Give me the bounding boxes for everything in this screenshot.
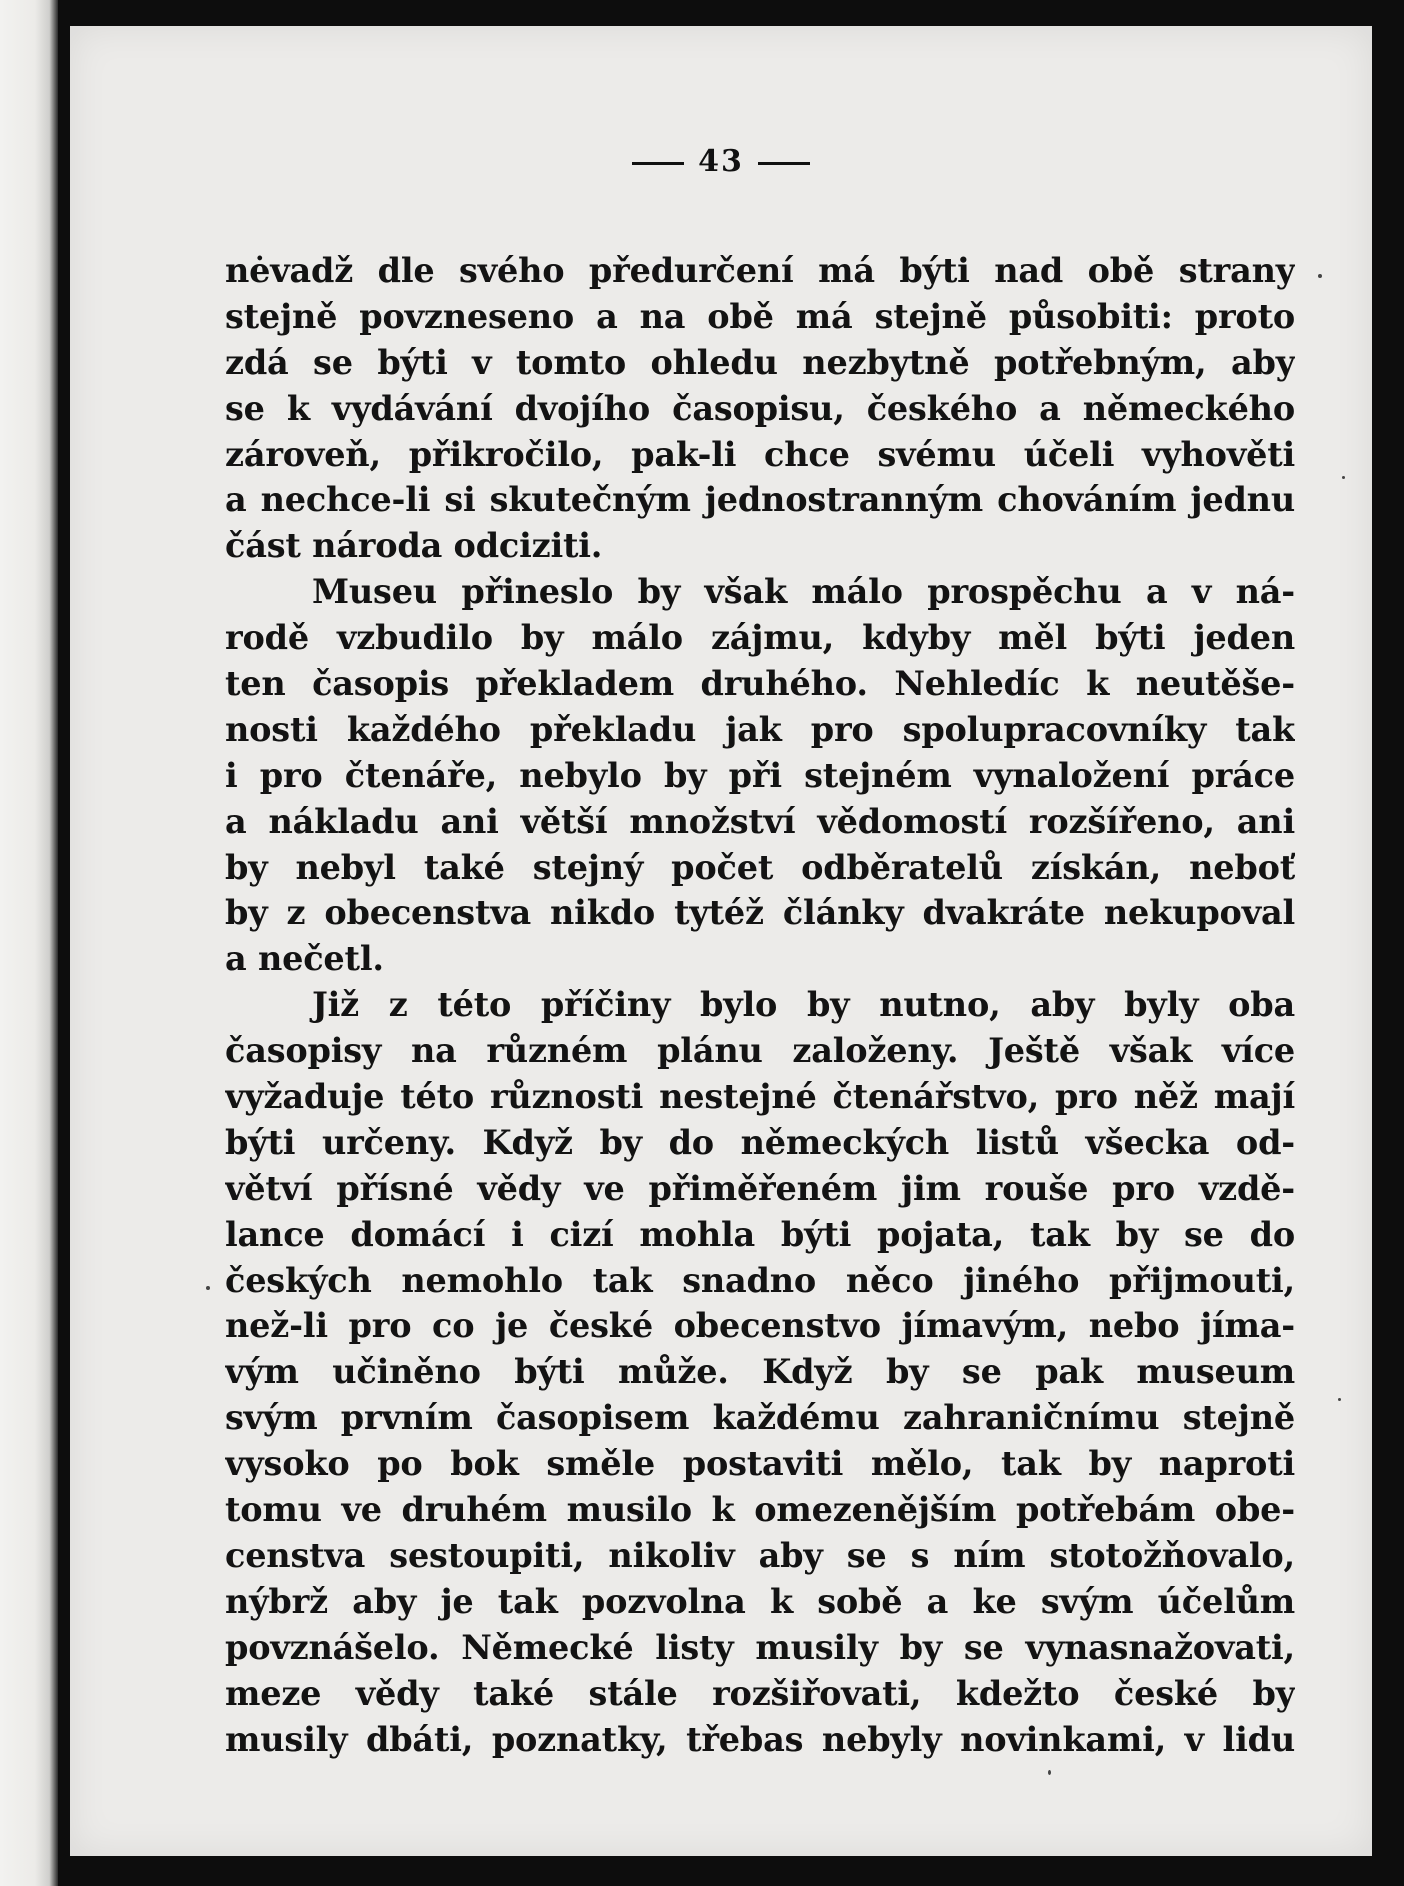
text-line: by z obecenstva nikdo tytéž články dvakráte nekupoval	[225, 893, 1295, 933]
text-line: a nákladu ani větší množství vědomostí rozšířeno, ani	[225, 801, 1295, 841]
text-line: vyžaduje této různosti nestejné čtenářstvo, pro něž mají	[225, 1077, 1295, 1117]
text-line: meze vědy také stále rozšiřovati, kdežto české by	[225, 1673, 1295, 1713]
text-line: zároveň, přikročilo, pak-li chce svému účeli vyhověti	[225, 434, 1295, 474]
text-line: se k vydávání dvojího časopisu, českého a německého	[225, 388, 1295, 428]
text-line: vým učiněno býti může. Když by se pak museum	[225, 1352, 1295, 1392]
text-line: časopisy na různém plánu založeny. Ještě však více	[225, 1031, 1295, 1071]
text-line: Museu přineslo by však málo prospěchu a v ná-	[312, 572, 1295, 612]
header-dash-left	[632, 162, 684, 165]
text-line: stejně povzneseno a na obě má stejně působiti: proto	[225, 296, 1295, 336]
text-line: nýbrž aby je tak pozvolna k sobě a ke svým účelům	[225, 1581, 1295, 1621]
text-line: svým prvním časopisem každému zahraničnímu stejně	[225, 1398, 1295, 1438]
text-line: lance domácí i cizí mohla býti pojata, tak by se do	[225, 1214, 1295, 1254]
text-line: vysoko po bok směle postaviti mělo, tak by naproti	[225, 1444, 1295, 1484]
book-page	[70, 26, 1372, 1856]
scan-speck	[1338, 1398, 1341, 1401]
scan-speck	[206, 1286, 210, 1290]
scan-speck	[1342, 476, 1345, 479]
body-text	[225, 248, 1295, 1762]
text-line: býti určeny. Když by do německých listů všecka od-	[225, 1122, 1295, 1162]
header-dash-right	[758, 162, 810, 165]
text-line: českých nemohlo tak snadno něco jiného přijmouti,	[225, 1260, 1295, 1300]
scan-speck	[1048, 1770, 1051, 1775]
text-line: censtva sestoupiti, nikoliv aby se s ním stotožňovalo,	[225, 1535, 1295, 1575]
scan-speck	[1318, 274, 1322, 278]
text-line: a nechce-li si skutečným jednostranným chováním jednu	[225, 480, 1295, 520]
text-line: Již z této příčiny bylo by nutno, aby byly oba	[312, 985, 1295, 1025]
text-line: i pro čtenáře, nebylo by při stejném vynaložení práce	[225, 755, 1295, 795]
text-line: zdá se býti v tomto ohledu nezbytně potřebným, aby	[225, 342, 1295, 382]
text-line: část národa odciziti.	[225, 526, 603, 566]
text-line: a nečetl.	[225, 939, 384, 979]
text-line: rodě vzbudilo by málo zájmu, kdyby měl býti jeden	[225, 618, 1295, 658]
text-line: musily dbáti, poznatky, třebas nebyly novinkami, v lidu	[225, 1719, 1295, 1759]
text-line: ten časopis překladem druhého. Nehledíc k neutěše-	[225, 664, 1295, 704]
adjacent-page-edge	[0, 0, 58, 1886]
text-line: než-li pro co je české obecenstvo jímavým, nebo jíma-	[225, 1306, 1295, 1346]
text-line: nėvadž dle svého předurčení má býti nad obě strany	[225, 251, 1295, 290]
page-header	[70, 144, 1372, 179]
text-line: by nebyl také stejný počet odběratelů získán, neboť	[225, 847, 1295, 887]
text-line: nosti každého překladu jak pro spolupracovníky tak	[225, 709, 1295, 749]
text-line: povznášelo. Německé listy musily by se vynasnažovati,	[225, 1627, 1295, 1667]
text-line: větví přísné vědy ve přiměřeném jim rouše pro vzdě-	[225, 1168, 1295, 1208]
text-line: tomu ve druhém musilo k omezenějším potřebám obe-	[225, 1490, 1295, 1530]
page-number: 43	[698, 144, 744, 179]
